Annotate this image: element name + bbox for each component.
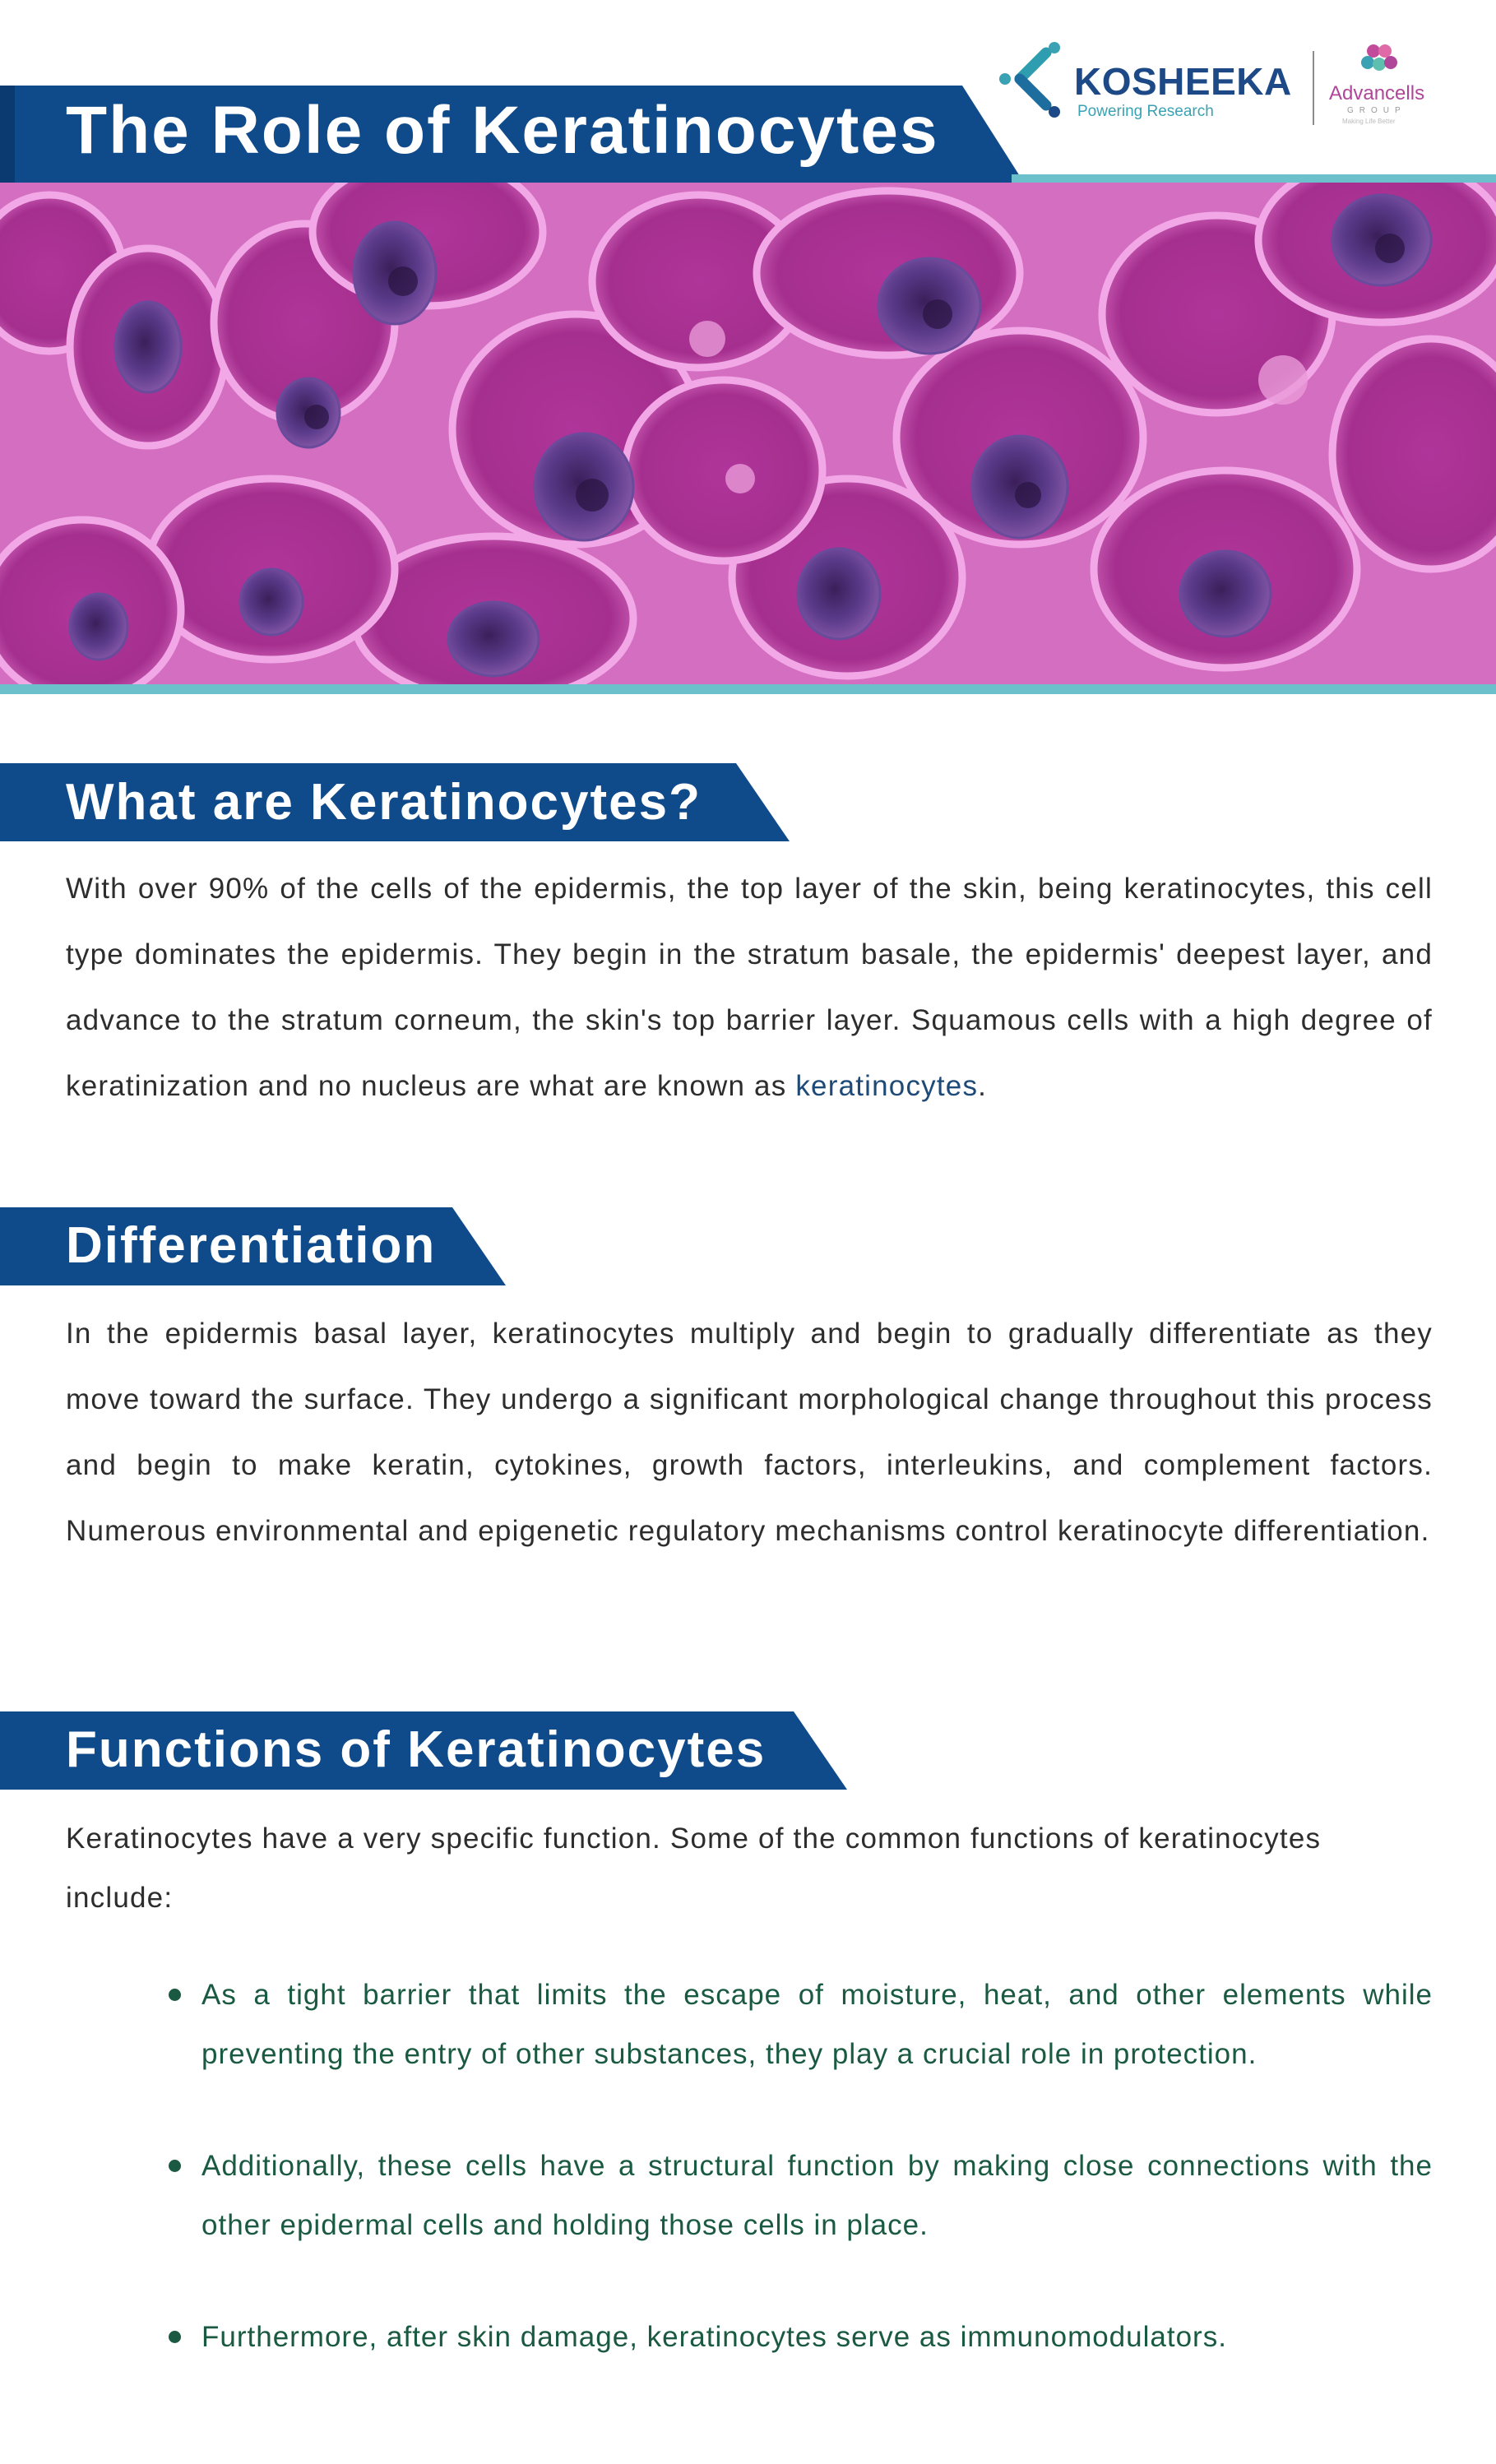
list-item: Furthermore, after skin damage, keratinocytes serve as immunomodulators. xyxy=(201,2321,1227,2353)
advancells-name: Advancells xyxy=(1329,82,1425,104)
kosheeka-mark-icon xyxy=(995,39,1074,130)
advancells-subtitle: Making Life Better xyxy=(1342,118,1396,125)
list-item: As a tight barrier that limits the escape of moisture, heat, and other elements while preventing the entry of other substances, they play a crucial role in protection. xyxy=(201,1979,1433,2070)
header-accent-line xyxy=(1012,174,1496,183)
keratinocytes-micrograph xyxy=(0,183,1496,684)
section-title-functions: Functions of Keratinocytes xyxy=(66,1721,767,1778)
list-item: Additionally, these cells have a structural function by making close connections with the other epidermal cells and holding those cells in place. xyxy=(201,2150,1433,2241)
section-title-differentiation: Differentiation xyxy=(66,1217,437,1274)
section-body-differentiation: In the epidermis basal layer, keratinocytes multiply and begin to gradually differentiate as they move toward the surface. They undergo a significant morphological change throughout this process and begin to make keratin, cytokines, growth factors, interleukins, and complement factors. Numerous environmental and epigenetic regulatory mechanisms control keratinocyte differentiation. xyxy=(66,1318,1433,1547)
advancells-logo xyxy=(1322,43,1446,133)
section-intro-functions: Keratinocytes have a very specific function. Some of the common functions of keratinocytes include: xyxy=(66,1823,1322,1914)
bullet-dot-icon xyxy=(169,1989,181,2001)
micrograph-image xyxy=(0,183,1496,684)
section-title-what-are: What are Keratinocytes? xyxy=(66,774,702,831)
bullet-dot-icon xyxy=(169,2331,181,2343)
advancells-mark-icon xyxy=(1355,43,1405,84)
logo-divider xyxy=(1313,51,1314,125)
hero-accent-line xyxy=(0,684,1496,694)
kosheeka-logo xyxy=(995,39,1308,130)
page-title: The Role of Keratinocytes xyxy=(66,93,939,168)
keratinocytes-link[interactable]: keratinocytes xyxy=(795,1070,979,1102)
section-body-text: With over 90% of the cells of the epidermis, the top layer of the skin, being keratinocytes, this cell type dominates the epidermis. They begin in the stratum basale, the epidermis' deepest layer, and advance to the stratum corneum, the skin's top barrier layer. Squamous cells with a high degree of keratinization and no nucleus are what are known as xyxy=(66,873,1433,1102)
section-body-punctuation: . xyxy=(978,1070,988,1102)
kosheeka-tagline: Powering Research xyxy=(1077,103,1214,120)
section-body-what-are xyxy=(66,856,1433,1119)
advancells-group: GROUP xyxy=(1347,106,1406,115)
kosheeka-name: KOSHEEKA xyxy=(1074,60,1292,103)
bullet-dot-icon xyxy=(169,2160,181,2172)
